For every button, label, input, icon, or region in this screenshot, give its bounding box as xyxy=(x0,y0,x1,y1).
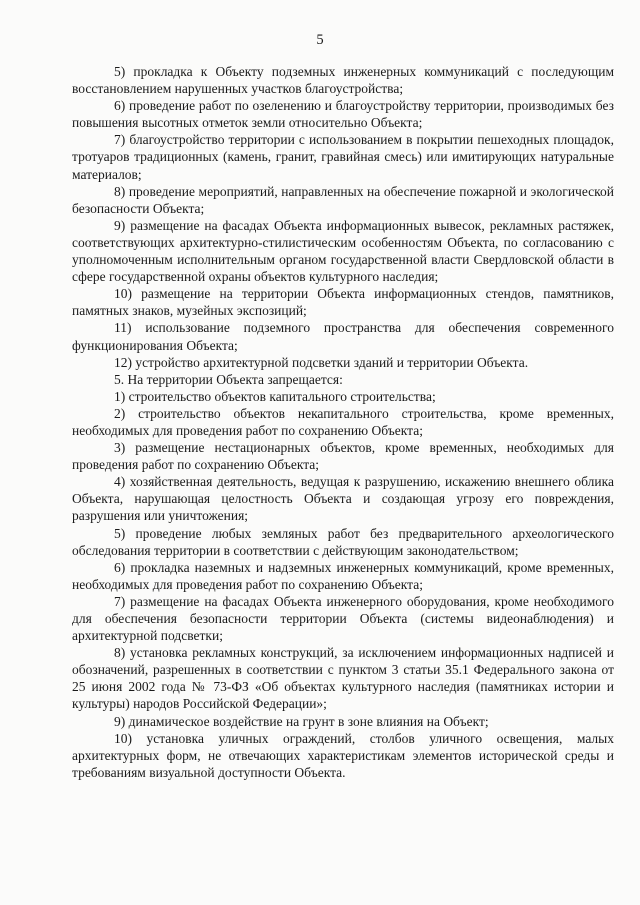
section-heading-prohibited: 5. На территории Объекта запрещается: xyxy=(114,371,343,387)
paragraph-17: 8) установка рекламных конструкций, за исключением информационных надписей и обозначений, разрешенных в соответствии с пунктом 3 статьи 35.1 Федерального закона от 25 июня 2002 года № 73-ФЗ «Об объектах культурного наследия (памятниках истории и культуры) народов Российской Федерации»; xyxy=(72,645,614,712)
paragraph-13: 4) хозяйственная деятельность, ведущая к разрушению, искажению внешнего облика Объекта, нарушающая целостность Объекта и создающая угрозу его повреждения, разрушения или уничтожения; xyxy=(72,474,614,524)
paragraph-14: 5) проведение любых земляных работ без предварительного археологического обследования территории в соответствии с действующим законодательством; xyxy=(72,525,614,558)
paragraph-1: 5) прокладка к Объекту подземных инженерных коммуникаций с последующим восстановлением нарушенных участков благоустройства; xyxy=(72,64,614,97)
paragraph-3: 7) благоустройство территории с использованием в покрытии пешеходных площадок, тротуаров традиционных (камень, гранит, гравийная смесь) или имитирующих натуральные материалов; xyxy=(72,132,614,182)
page-number: 5 xyxy=(316,32,324,48)
paragraph-6: 10) размещение на территории Объекта информационных стендов, памятников, памятных знаков, музейных экспозиций; xyxy=(72,286,614,319)
paragraph-5: 9) размещение на фасадах Объекта информационных вывесок, рекламных растяжек, соответствующих архитектурно-стилистическим особенностям Объекта, по согласованию с уполномоченным исполнительным органом государственной власти Свердловской области в сфере государственной охраны объектов культурного наследия; xyxy=(72,217,614,285)
paragraph-2: 6) проведение работ по озеленению и благоустройству территории, производимых без повышения высотных отметок земли относительно Объекта; xyxy=(72,98,614,131)
paragraph-7: 11) использование подземного пространства для обеспечения современного функционирования Объекта; xyxy=(72,320,614,353)
paragraph-11: 2) строительство объектов некапитального строительства, кроме временных, необходимых для проведения работ по сохранению Объекта; xyxy=(72,405,614,438)
paragraph-4: 8) проведение мероприятий, направленных на обеспечение пожарной и экологической безопасности Объекта; xyxy=(72,183,614,216)
document-body xyxy=(72,63,614,781)
paragraph-12: 3) размещение нестационарных объектов, кроме временных, необходимых для проведения работ по сохранению Объекта; xyxy=(72,440,614,473)
paragraph-15: 6) прокладка наземных и надземных инженерных коммуникаций, кроме временных, необходимых для проведения работ по сохранению Объекта; xyxy=(72,559,614,592)
paragraph-16: 7) размещение на фасадах Объекта инженерного оборудования, кроме необходимого для обеспечения безопасности территории Объекта (системы видеонаблюдения) и архитектурной подсветки; xyxy=(72,593,614,644)
paragraph-10: 1) строительство объектов капитального строительства; xyxy=(114,388,436,404)
paragraph-19: 10) установка уличных ограждений, столбов уличного освещения, малых архитектурных форм, не отвечающих характеристикам элементов исторической среды и требованиям визуальной доступности Объекта. xyxy=(72,730,614,780)
paragraph-8: 12) устройство архитектурной подсветки зданий и территории Объекта. xyxy=(114,354,529,370)
paragraph-18: 9) динамическое воздействие на грунт в зоне влияния на Объект; xyxy=(114,713,489,729)
